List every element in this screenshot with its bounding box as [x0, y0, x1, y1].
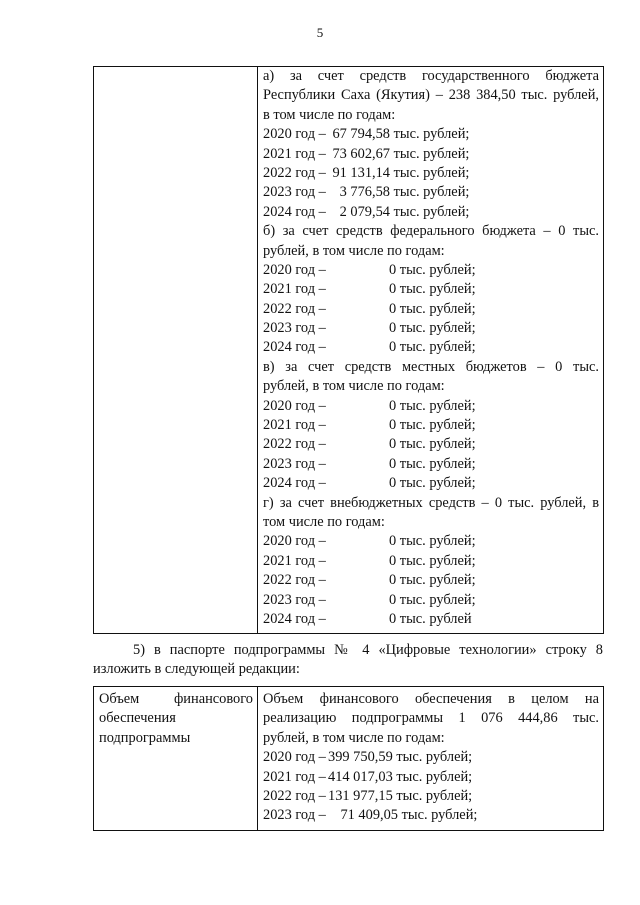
budget-b-year-row — [263, 300, 599, 319]
subprogram-funding-table — [93, 686, 604, 831]
text-span: 2023 год – — [263, 455, 326, 472]
budget-a-year-row — [263, 125, 599, 144]
text-span: 2021 год – — [263, 768, 326, 785]
text-span: 399 750,59 — [328, 749, 393, 766]
budget-b-year-row — [263, 280, 599, 299]
text-span: 0 тыс. рублей; — [389, 533, 476, 550]
text-span: тыс. рублей; — [393, 145, 470, 162]
budget-d-year-row — [263, 552, 599, 571]
funding-details-cell — [258, 67, 604, 634]
budget-a-year-row — [263, 145, 599, 164]
text-span: 0 тыс. рублей — [389, 610, 472, 627]
year-row — [263, 768, 599, 787]
text-span: 2 079,54 — [339, 203, 390, 220]
budget-c-line: рублей, в том числе по годам: — [263, 378, 445, 395]
budget-c-year-row — [263, 455, 599, 474]
budget-d-year-row — [263, 532, 599, 551]
text-span: 2020 год – — [263, 533, 326, 550]
text-span: 0 тыс. рублей; — [389, 455, 476, 472]
budget-a-year-row — [263, 183, 599, 202]
funding-table-continued — [93, 66, 604, 634]
year-row — [263, 787, 599, 806]
text-span: тыс. рублей; — [393, 164, 470, 181]
budget-c-year-row — [263, 397, 599, 416]
text-span: тыс. рублей; — [396, 787, 473, 804]
text-span: 3 776,58 — [339, 184, 390, 201]
text-span: тыс. рублей; — [393, 184, 470, 201]
paragraph-line: изложить в следующей редакции: — [93, 661, 300, 678]
text-span: 2022 год – — [263, 300, 326, 317]
row-label-line: подпрограммы — [99, 729, 191, 746]
text-span: тыс. рублей; — [401, 807, 478, 824]
budget-b-year-row — [263, 338, 599, 357]
row-label-cell — [94, 687, 258, 831]
text-span: тыс. рублей; — [393, 203, 470, 220]
text-span: 2022 год – — [263, 572, 326, 589]
budget-d-line: г) за счет внебюджетных средств – 0 тыс. рублей, в — [263, 494, 599, 511]
value-line: реализацию подпрограммы 1 076 444,86 тыс. — [263, 710, 599, 727]
text-span: 2023 год – — [263, 807, 326, 824]
text-span: тыс. рублей; — [396, 768, 473, 785]
budget-c-year-row — [263, 416, 599, 435]
value-line: рублей, в том числе по годам: — [263, 729, 445, 746]
budget-b-year-row — [263, 319, 599, 338]
budget-b-year-row — [263, 261, 599, 280]
text-span: 2020 год – — [263, 397, 326, 414]
text-span: 2022 год – — [263, 436, 326, 453]
text-span: 0 тыс. рублей; — [389, 320, 476, 337]
text-span: 0 тыс. рублей; — [389, 261, 476, 278]
text-span: 73 602,67 — [332, 145, 390, 162]
text-span: тыс. рублей; — [393, 126, 470, 143]
budget-a-year-row — [263, 164, 599, 183]
budget-b-line: б) за счет средств федерального бюджета – 0 тыс. — [263, 223, 599, 240]
text-span: 2022 год – — [263, 164, 326, 181]
text-span: 2024 год – — [263, 339, 326, 356]
paragraph-line: 5) в паспорте подпрограммы № 4 «Цифровые технологии» строку 8 — [133, 642, 603, 658]
text-span: 2021 год – — [263, 417, 326, 434]
text-span: 0 тыс. рублей; — [389, 591, 476, 608]
budget-b-line: рублей, в том числе по годам: — [263, 242, 445, 259]
text-span: 131 977,15 — [328, 787, 393, 804]
text-span: 2022 год – — [263, 787, 326, 804]
text-span: 2023 год – — [263, 184, 326, 201]
text-span: 0 тыс. рублей; — [389, 552, 476, 569]
row-label-line: обеспечения — [99, 710, 176, 727]
empty-left-cell — [94, 67, 258, 634]
budget-d-line: том числе по годам: — [263, 513, 385, 530]
text-span: 2020 год – — [263, 749, 326, 766]
text-span: 0 тыс. рублей; — [389, 339, 476, 356]
text-span: 2021 год – — [263, 145, 326, 162]
page-number: 5 — [316, 25, 324, 40]
text-span: 0 тыс. рублей; — [389, 281, 476, 298]
budget-d-year-row — [263, 591, 599, 610]
budget-a-year-row — [263, 203, 599, 222]
text-span: 0 тыс. рублей; — [389, 475, 476, 492]
text-span: 2023 год – — [263, 320, 326, 337]
budget-d-year-row — [263, 571, 599, 590]
budget-c-line: в) за счет средств местных бюджетов – 0 тыс. — [263, 358, 599, 375]
text-span: 2020 год – — [263, 126, 326, 143]
text-span: 71 409,05 — [340, 807, 398, 824]
budget-d-year-row — [263, 610, 599, 629]
row-value-cell — [258, 687, 604, 831]
text-span: 2024 год – — [263, 475, 326, 492]
text-span: 0 тыс. рублей; — [389, 572, 476, 589]
text-span: 0 тыс. рублей; — [389, 436, 476, 453]
text-span: 2023 год – — [263, 591, 326, 608]
year-row — [263, 806, 599, 825]
text-span: 414 017,03 — [328, 768, 393, 785]
text-span: 2020 год – — [263, 261, 326, 278]
text-span: 0 тыс. рублей; — [389, 417, 476, 434]
budget-c-year-row — [263, 474, 599, 493]
text-span: 67 794,58 — [332, 126, 390, 143]
budget-a-line: в том числе по годам: — [263, 106, 396, 123]
text-span: 2021 год – — [263, 552, 326, 569]
text-span: тыс. рублей; — [396, 749, 473, 766]
text-span: 91 131,14 — [332, 164, 390, 181]
row-label-line: Объем финансового — [99, 691, 253, 707]
year-row — [263, 748, 599, 767]
text-span: 2021 год – — [263, 281, 326, 298]
text-span: 2024 год – — [263, 203, 326, 220]
value-line: Объем финансового обеспечения в целом на — [263, 691, 599, 707]
budget-c-year-row — [263, 435, 599, 454]
text-span: 0 тыс. рублей; — [389, 397, 476, 414]
amendment-paragraph — [93, 641, 603, 680]
text-span: 2024 год – — [263, 610, 326, 627]
text-span: 0 тыс. рублей; — [389, 300, 476, 317]
budget-a-line: Республики Саха (Якутия) – 238 384,50 тыс. рублей, — [263, 87, 599, 104]
budget-a-line: а) за счет средств государственного бюджета — [263, 68, 599, 84]
